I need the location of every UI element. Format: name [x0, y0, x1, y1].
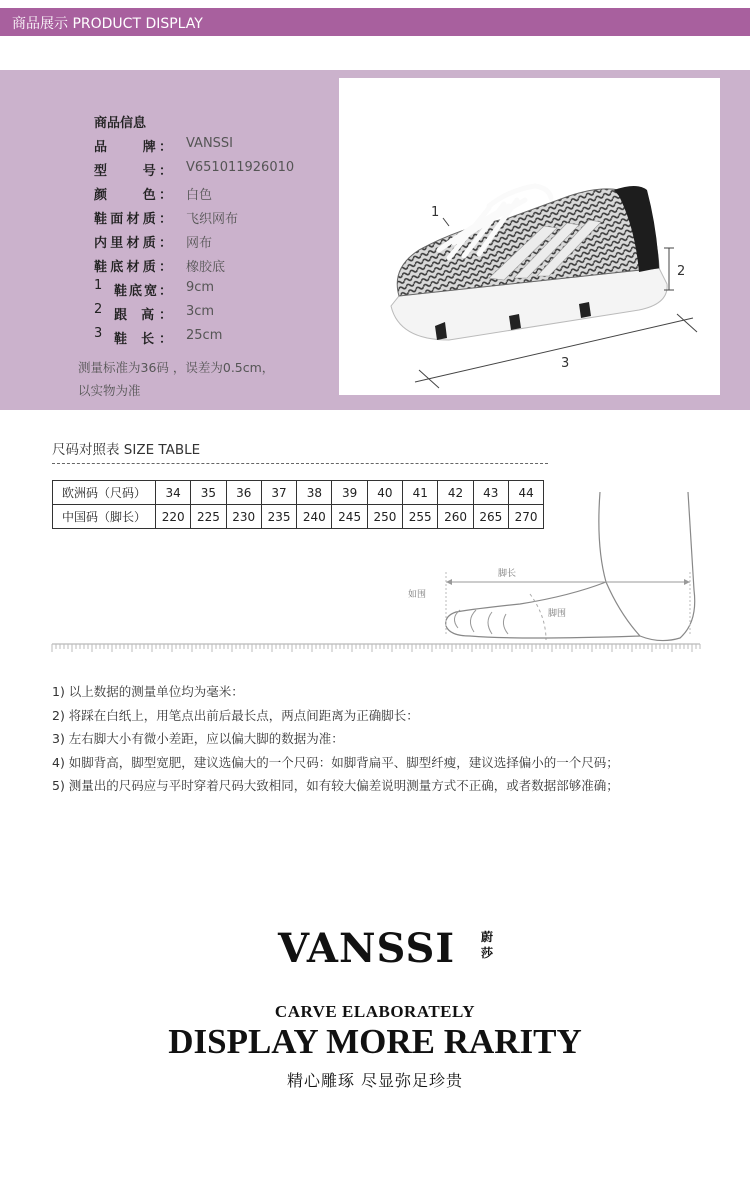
- table-cell: 37: [261, 481, 296, 505]
- table-cell: 250: [367, 505, 402, 529]
- photo-label-2: 2: [677, 264, 686, 279]
- spec-value: 9cm: [186, 280, 215, 295]
- row-header: 欧洲码（尺码）: [53, 481, 156, 505]
- photo-label-1: 1: [431, 205, 440, 220]
- brand-logo: VANSSI: [278, 925, 456, 972]
- spec-value: 飞织网布: [186, 212, 239, 227]
- product-info-title: 商品信息: [94, 116, 147, 131]
- product-photo: [339, 78, 720, 395]
- product-info-panel: [0, 70, 750, 410]
- table-cell: 42: [438, 481, 473, 505]
- divider: [52, 463, 548, 464]
- table-cell: 43: [473, 481, 508, 505]
- spec-value: V651011926010: [186, 160, 295, 175]
- table-cell: 265: [473, 505, 508, 529]
- slogan-small: CARVE ELABORATELY: [274, 1002, 476, 1021]
- table-cell: 41: [403, 481, 438, 505]
- spec-label: 型 号：: [94, 164, 172, 179]
- slogan-big: DISPLAY MORE RARITY: [168, 1022, 582, 1061]
- spec-label: 鞋 长：: [114, 332, 172, 347]
- table-cell: 44: [508, 481, 543, 505]
- table-cell: 270: [508, 505, 543, 529]
- table-cell: 40: [367, 481, 402, 505]
- note-item: 5) 测量出的尺码应与平时穿着尺码大致相同，如有较大偏差说明测量方式不正确，或者数据部够准确；: [52, 778, 619, 794]
- table-cell: 38: [297, 481, 332, 505]
- row-header: 中国码（脚长）: [53, 505, 156, 529]
- table-cell: 255: [403, 505, 438, 529]
- table-cell: 245: [332, 505, 367, 529]
- sneaker-illustration: [339, 78, 720, 395]
- table-cell: 35: [191, 481, 226, 505]
- size-table: [52, 480, 544, 529]
- measure-note: 以实物为准: [78, 383, 141, 398]
- spec-label: 颜 色：: [94, 188, 172, 203]
- spec-label: 鞋面材质：: [94, 212, 172, 227]
- table-cell: 220: [156, 505, 191, 529]
- table-row-cn: [53, 505, 544, 529]
- table-cell: 235: [261, 505, 296, 529]
- measure-notes: [52, 682, 619, 800]
- note-item: 1) 以上数据的测量单位均为毫米：: [52, 684, 244, 699]
- table-cell: 225: [191, 505, 226, 529]
- spec-label: 鞋底宽：: [114, 284, 172, 299]
- brand-logo-cn: 蔚莎: [481, 930, 494, 960]
- spec-value: 25cm: [186, 328, 223, 343]
- table-cell: 260: [438, 505, 473, 529]
- spec-label: 内里材质：: [94, 236, 172, 251]
- section-title: 商品展示 PRODUCT DISPLAY: [12, 16, 203, 32]
- size-table-title: 尺码对照表 SIZE TABLE: [52, 442, 201, 458]
- foot-girth-label: 如围: [408, 590, 427, 600]
- note-item: 2) 将踩在白纸上，用笔点出前后最长点，两点间距离为正确脚长：: [52, 707, 419, 723]
- spec-value: 橡胶底: [186, 260, 226, 275]
- section-header-bar: [0, 8, 750, 36]
- spec-value: 3cm: [186, 304, 215, 319]
- spec-value: 网布: [186, 236, 213, 251]
- foot-instep-label: 脚围: [548, 609, 567, 619]
- spec-label: 跟 高：: [114, 308, 172, 323]
- spec-label: 鞋底材质：: [94, 260, 172, 275]
- foot-length-label: 脚长: [498, 569, 517, 579]
- table-row-eu: [53, 481, 544, 505]
- table-cell: 36: [226, 481, 261, 505]
- spec-value: 白色: [186, 188, 213, 203]
- measure-number: 1: [94, 278, 103, 293]
- table-cell: 240: [297, 505, 332, 529]
- note-item: 3) 左右脚大小有微小差距，应以偏大脚的数据为准：: [52, 731, 344, 747]
- table-cell: 230: [226, 505, 261, 529]
- note-item: 4) 如脚背高，脚型宽肥，建议选偏大的一个尺码：如脚背扁平、脚型纤瘦，建议选择偏小的一个尺码；: [52, 754, 619, 770]
- slogan-cn: 精心雕琢 尽显弥足珍贵: [286, 1071, 464, 1090]
- measure-number: 3: [94, 326, 103, 341]
- spec-value: VANSSI: [186, 136, 234, 151]
- spec-label: 品 牌：: [94, 140, 172, 155]
- table-cell: 34: [156, 481, 191, 505]
- photo-label-3: 3: [561, 356, 570, 371]
- measure-note: 测量标准为36码 ，误差为0.5cm，: [78, 360, 275, 375]
- table-cell: 39: [332, 481, 367, 505]
- measure-number: 2: [94, 302, 103, 317]
